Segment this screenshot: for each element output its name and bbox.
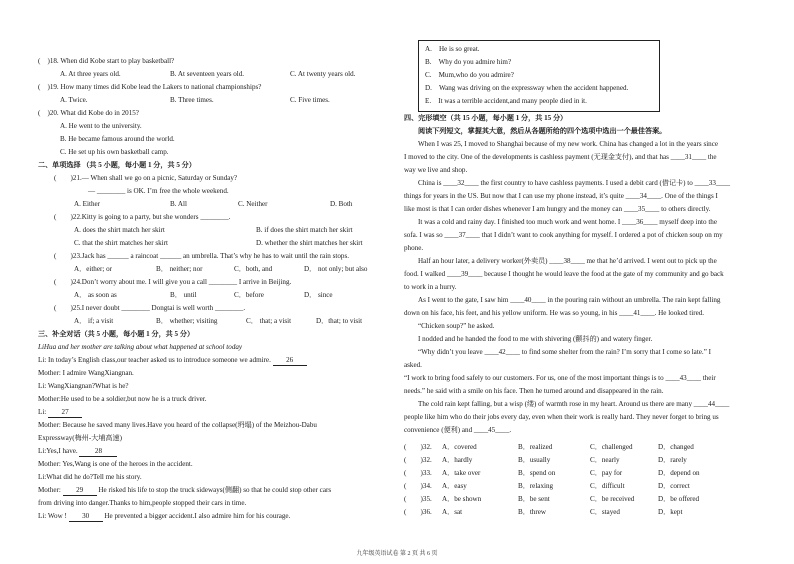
- q23-option-d: D． not only; but also: [304, 265, 368, 273]
- q19-option-b: B. Three times.: [170, 96, 214, 104]
- passage-line: “I work to bring food safely to our customers. For us, one of the most important things is to ____43____ their: [404, 374, 716, 382]
- choice-number: ( )34.: [404, 482, 432, 490]
- choice-c[interactable]: C．challenged: [590, 443, 633, 451]
- choice-b[interactable]: B．usually: [518, 456, 551, 464]
- choice-b[interactable]: B．be sent: [518, 495, 550, 503]
- dialogue-options-box: [418, 40, 660, 112]
- q23-option-a: A．either; or: [74, 265, 113, 273]
- choice-a[interactable]: A．sat: [442, 508, 463, 516]
- question-19: ( )19. How many times did Kobe lead the Lakers to national championships?: [38, 83, 262, 91]
- passage-line: It was a cold and rainy day. I finished too much work and went home. I ____36____ myself deep into the: [418, 218, 717, 226]
- blank-29[interactable]: 29: [63, 485, 97, 496]
- dialogue-line: Mother: Because he saved many lives.Have you heard of the collapse(坍塌) of the Meizhou-Dabu: [38, 421, 317, 429]
- choice-d[interactable]: D．rarely: [658, 456, 687, 464]
- q18-option-c: C. At twenty years old.: [290, 70, 356, 78]
- dialogue-line: Mother: Yes,Wang is one of the heroes in the accident.: [38, 460, 193, 468]
- choice-d[interactable]: D．depend on: [658, 469, 700, 477]
- dialogue-speaker: Li: Wow !: [38, 512, 67, 520]
- choice-d[interactable]: D．kept: [658, 508, 683, 516]
- section-2-title: 二、单项选择 （共 5 小题，每小题 1 分，共 5 分）: [38, 161, 196, 169]
- passage-line: When I was 25, I moved to Shanghai because of my new work. China has changed a lot in the years since: [418, 140, 719, 148]
- dialogue-speaker: Mother:: [38, 486, 61, 494]
- q25-option-b: B． whether; visiting: [156, 317, 218, 325]
- choice-b[interactable]: B．realized: [518, 443, 553, 451]
- passage-line: food. I walked ____39____ because I thought he would leave the food at the gate of my community and go back: [404, 270, 724, 278]
- q23-option-c: C．both, and: [234, 265, 273, 273]
- q22-option-d: D. whether the shirt matches her skirt: [256, 239, 363, 247]
- passage-line: China is ____32____ the first country to have cashless payments. I used a debit card (借记卡) to ____33____: [418, 179, 731, 187]
- question-18: ( )18. When did Kobe start to play basketball?: [38, 57, 175, 65]
- passage-line: sofa. I was so ____37____ that I didn’t want to cook anything for myself. I ordered a pot of chicken soup on my: [404, 231, 723, 239]
- box-option-e: E. It was a terrible accident,and many people died in it.: [425, 97, 587, 105]
- passage-line: Half an hour later, a delivery worker(外卖员) ____38____ me that he’d arrived. I went out to pick up the: [418, 257, 717, 265]
- question-23: ( )23.Jack has ______ a raincoat ______ an umbrella. That’s why he has to wait until the rain stops.: [54, 252, 349, 260]
- passage-line: asked.: [404, 361, 422, 369]
- passage-line: phone.: [404, 244, 424, 252]
- q21-option-c: C. Neither: [238, 200, 268, 208]
- q25-option-c: C． that; a visit: [246, 317, 292, 325]
- q21-option-a: A. Either: [74, 200, 101, 208]
- blank-27[interactable]: 27: [48, 407, 82, 418]
- dialogue-line: [38, 510, 290, 523]
- q25-option-a: A． if; a visit: [74, 317, 114, 325]
- dialogue-speaker: Li:: [38, 408, 47, 416]
- question-24: ( )24.Don’t worry about me. I will give you a call ________ I arrive in Beijing.: [54, 278, 292, 286]
- choice-number: ( )32.: [404, 456, 432, 464]
- dialogue-line: Mother:He used to be a soldier,but now he is a truck driver.: [38, 395, 207, 403]
- choice-number: ( )33.: [404, 469, 432, 477]
- choice-d[interactable]: D．changed: [658, 443, 694, 451]
- passage-line: down on his face, his feet, and his yellow uniform. He was so young, in his ____41____. He looked tired.: [404, 309, 705, 317]
- passage-line: people like him who do their jobs every day, even when their work is really hard. They never forget to bring us: [404, 413, 719, 421]
- blank-30[interactable]: 30: [69, 511, 103, 522]
- choice-a[interactable]: A．covered: [442, 443, 477, 451]
- choice-c[interactable]: C．pay for: [590, 469, 623, 477]
- blank-28[interactable]: 28: [79, 446, 117, 457]
- passage-line: “Chicken soup?” he asked.: [418, 322, 495, 330]
- q22-option-b: B. if does the shirt match her skirt: [256, 226, 353, 234]
- question-21-reply: — ________ is OK. I’m free the whole weekend.: [88, 187, 229, 195]
- choice-c[interactable]: C．be received: [590, 495, 635, 503]
- passage-line: The cold rain kept falling, but a wisp (缕) of warmth rose in my heart. Around us there are many ____44____: [418, 400, 730, 408]
- choice-a[interactable]: A．hardly: [442, 456, 473, 464]
- blank-26[interactable]: 26: [273, 355, 307, 366]
- question-25: ( )25.I never doubt ________ Dongtai is well worth ________.: [54, 304, 246, 312]
- dialogue-line: Mother: I admire WangXiangnan.: [38, 369, 134, 377]
- q21-option-b: B. All: [170, 200, 187, 208]
- choice-c[interactable]: C．stayed: [590, 508, 620, 516]
- passage-line: I nodded and he handed the food to me with shivering (颤抖的) and watery finger.: [418, 335, 653, 343]
- q18-option-b: B. At seventeen years old.: [170, 70, 245, 78]
- dialogue-line: [38, 354, 307, 367]
- q20-option-b: B. He became famous around the world.: [60, 135, 175, 143]
- dialogue-line: Expressway(梅州-大埔高速): [38, 434, 122, 442]
- q22-option-c: C. that the shirt matches her skirt: [74, 239, 168, 247]
- dialogue-intro: LiHua and her mother are talking about what happened at school today: [38, 343, 243, 351]
- dialogue-line: Li: WangXiangnan?What is he?: [38, 382, 129, 390]
- section-4-title: 四、完形填空（共 15 小题，每小题 1 分，共 15 分）: [404, 114, 568, 122]
- choice-a[interactable]: A．be shown: [442, 495, 482, 503]
- dialogue-text: Li: In today’s English class,our teacher asked us to introduce someone we admire.: [38, 356, 271, 364]
- passage-line: “Why didn’t you leave ____42____ to find some shelter from the rain? I’m sorry that I come so late.” I: [418, 348, 711, 356]
- passage-line: I moved to the city. One of the developments is cashless payment (无现金支付), and that has ____31____ the: [404, 153, 717, 161]
- choice-c[interactable]: C．difficult: [590, 482, 625, 490]
- q24-option-a: A． as soon as: [74, 291, 117, 299]
- q24-option-c: C．before: [234, 291, 264, 299]
- box-option-d: D. Wang was driving on the expressway when the accident happened.: [425, 84, 629, 92]
- choice-a[interactable]: A．easy: [442, 482, 467, 490]
- dialogue-line: from driving into danger.Thanks to him,people stopped their cars in time.: [38, 499, 247, 507]
- choice-number: ( )35.: [404, 495, 432, 503]
- passage-line: As I went to the gate, I saw him ____40____ in the pouring rain without an umbrella. The rain kept falling: [418, 296, 721, 304]
- dialogue-line: Li:What did he do?Tell me his story.: [38, 473, 142, 481]
- dialogue-line: [38, 484, 331, 497]
- q20-option-a: A. He went to the university.: [60, 122, 142, 130]
- q25-option-d: D．that; to visit: [316, 317, 363, 325]
- choice-b[interactable]: B．relaxing: [518, 482, 554, 490]
- q22-option-a: A. does the shirt match her skirt: [74, 226, 165, 234]
- box-option-a: A. He is so great.: [425, 45, 480, 53]
- dialogue-text: He risked his life to stop the truck sideways(侧翻) so that he could stop other cars: [98, 486, 332, 494]
- q24-option-d: D． since: [304, 291, 333, 299]
- q24-option-b: B． until: [170, 291, 197, 299]
- question-20: ( )20. What did Kobe do in 2015?: [38, 109, 139, 117]
- q23-option-b: B． neither; nor: [156, 265, 203, 273]
- passage-line: things for years in the US. But now that I can use my phone instead, it’s quite ____34____. One of the things I: [404, 192, 718, 200]
- passage-line: needs.” he said with a smile on his face. Then he turned around and disappeared in the rain.: [404, 387, 664, 395]
- q21-option-d: D. Both: [330, 200, 353, 208]
- passage-line: convenience (便利) and ____45____.: [404, 426, 512, 434]
- q20-option-c: C. He set up his own basketball camp.: [60, 148, 169, 156]
- page-footer: 九年级英语试卷 第 2 页 共 6 页: [356, 551, 438, 557]
- box-option-b: B. Why do you admire him?: [425, 58, 512, 66]
- choice-number: ( )32.: [404, 443, 432, 451]
- box-option-c: C. Mum,who do you admire?: [425, 71, 514, 79]
- dialogue-text: Li:Yes,I have.: [38, 447, 78, 455]
- choice-a[interactable]: A．take over: [442, 469, 481, 477]
- choice-c[interactable]: C．nearly: [590, 456, 620, 464]
- section-4-instruction: 阅读下列短文，掌握其大意，然后从各题所给的四个选项中选出一个最佳答案。: [418, 127, 667, 135]
- dialogue-line: [38, 445, 117, 458]
- dialogue-line: [38, 406, 82, 419]
- question-22: ( )22.Kitty is going to a party, but she wonders ________.: [54, 213, 231, 221]
- question-21: ( )21.— When shall we go on a picnic, Saturday or Sunday?: [54, 174, 238, 182]
- passage-line: like most is that I can order dishes whenever I am hungry and the money can ____35____ to others directly.: [404, 205, 711, 213]
- choice-d[interactable]: D．be offered: [658, 495, 700, 503]
- choice-d[interactable]: D．correct: [658, 482, 690, 490]
- choice-number: ( )36.: [404, 508, 432, 516]
- section-3-title: 三、补全对话（共 5 小题，每小题 1 分，共 5 分）: [38, 330, 195, 338]
- dialogue-text: He prevented a bigger accident.I also admire him for his courage.: [104, 512, 291, 520]
- q19-option-c: C. Five times.: [290, 96, 330, 104]
- passage-line: way we live and shop.: [404, 166, 468, 174]
- choice-b[interactable]: B．spend on: [518, 469, 556, 477]
- passage-line: to work in a hurry.: [404, 283, 457, 291]
- choice-b[interactable]: B．threw: [518, 508, 546, 516]
- q18-option-a: A. At three years old.: [60, 70, 121, 78]
- q19-option-a: A. Twice.: [60, 96, 88, 104]
